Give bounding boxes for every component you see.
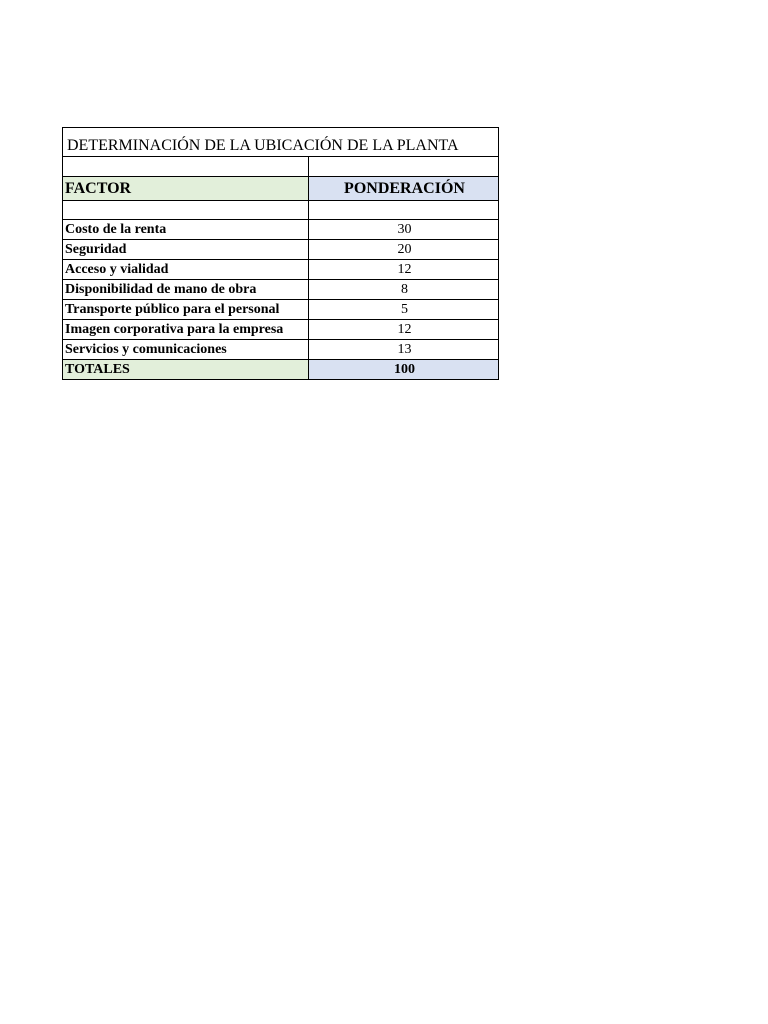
factor-header[interactable]: FACTOR [63, 177, 309, 201]
value-cell[interactable]: 20 [309, 240, 499, 260]
blank-row [63, 201, 499, 220]
factor-cell[interactable]: Acceso y vialidad [63, 260, 309, 280]
value-cell[interactable]: 8 [309, 280, 499, 300]
blank-row [63, 157, 499, 177]
value-cell[interactable]: 12 [309, 320, 499, 340]
title-cell[interactable] [63, 128, 499, 157]
header-row [63, 177, 499, 201]
total-value[interactable]: 100 [309, 360, 499, 380]
empty-cell[interactable] [63, 201, 309, 220]
table-row [63, 320, 499, 340]
factor-weighting-table [62, 127, 499, 380]
empty-cell[interactable] [309, 157, 499, 177]
table-row [63, 300, 499, 320]
total-label[interactable]: TOTALES [63, 360, 309, 380]
table-row [63, 340, 499, 360]
sheet-title: DETERMINACIÓN DE LA UBICACIÓN DE LA PLANTA [67, 137, 459, 153]
value-cell[interactable]: 12 [309, 260, 499, 280]
title-row [63, 128, 499, 157]
factor-cell[interactable]: Imagen corporativa para la empresa [63, 320, 309, 340]
table-row [63, 260, 499, 280]
value-cell[interactable]: 30 [309, 220, 499, 240]
value-cell[interactable]: 5 [309, 300, 499, 320]
empty-cell[interactable] [63, 157, 309, 177]
ponderacion-header[interactable]: PONDERACIÓN [309, 177, 499, 201]
factor-cell[interactable]: Servicios y comunicaciones [63, 340, 309, 360]
empty-cell[interactable] [309, 201, 499, 220]
factor-cell[interactable]: Costo de la renta [63, 220, 309, 240]
table-row [63, 240, 499, 260]
value-cell[interactable]: 13 [309, 340, 499, 360]
table-row [63, 220, 499, 240]
factor-cell[interactable]: Seguridad [63, 240, 309, 260]
factor-cell[interactable]: Disponibilidad de mano de obra [63, 280, 309, 300]
factor-cell[interactable]: Transporte público para el personal [63, 300, 309, 320]
table-row [63, 280, 499, 300]
total-row [63, 360, 499, 380]
